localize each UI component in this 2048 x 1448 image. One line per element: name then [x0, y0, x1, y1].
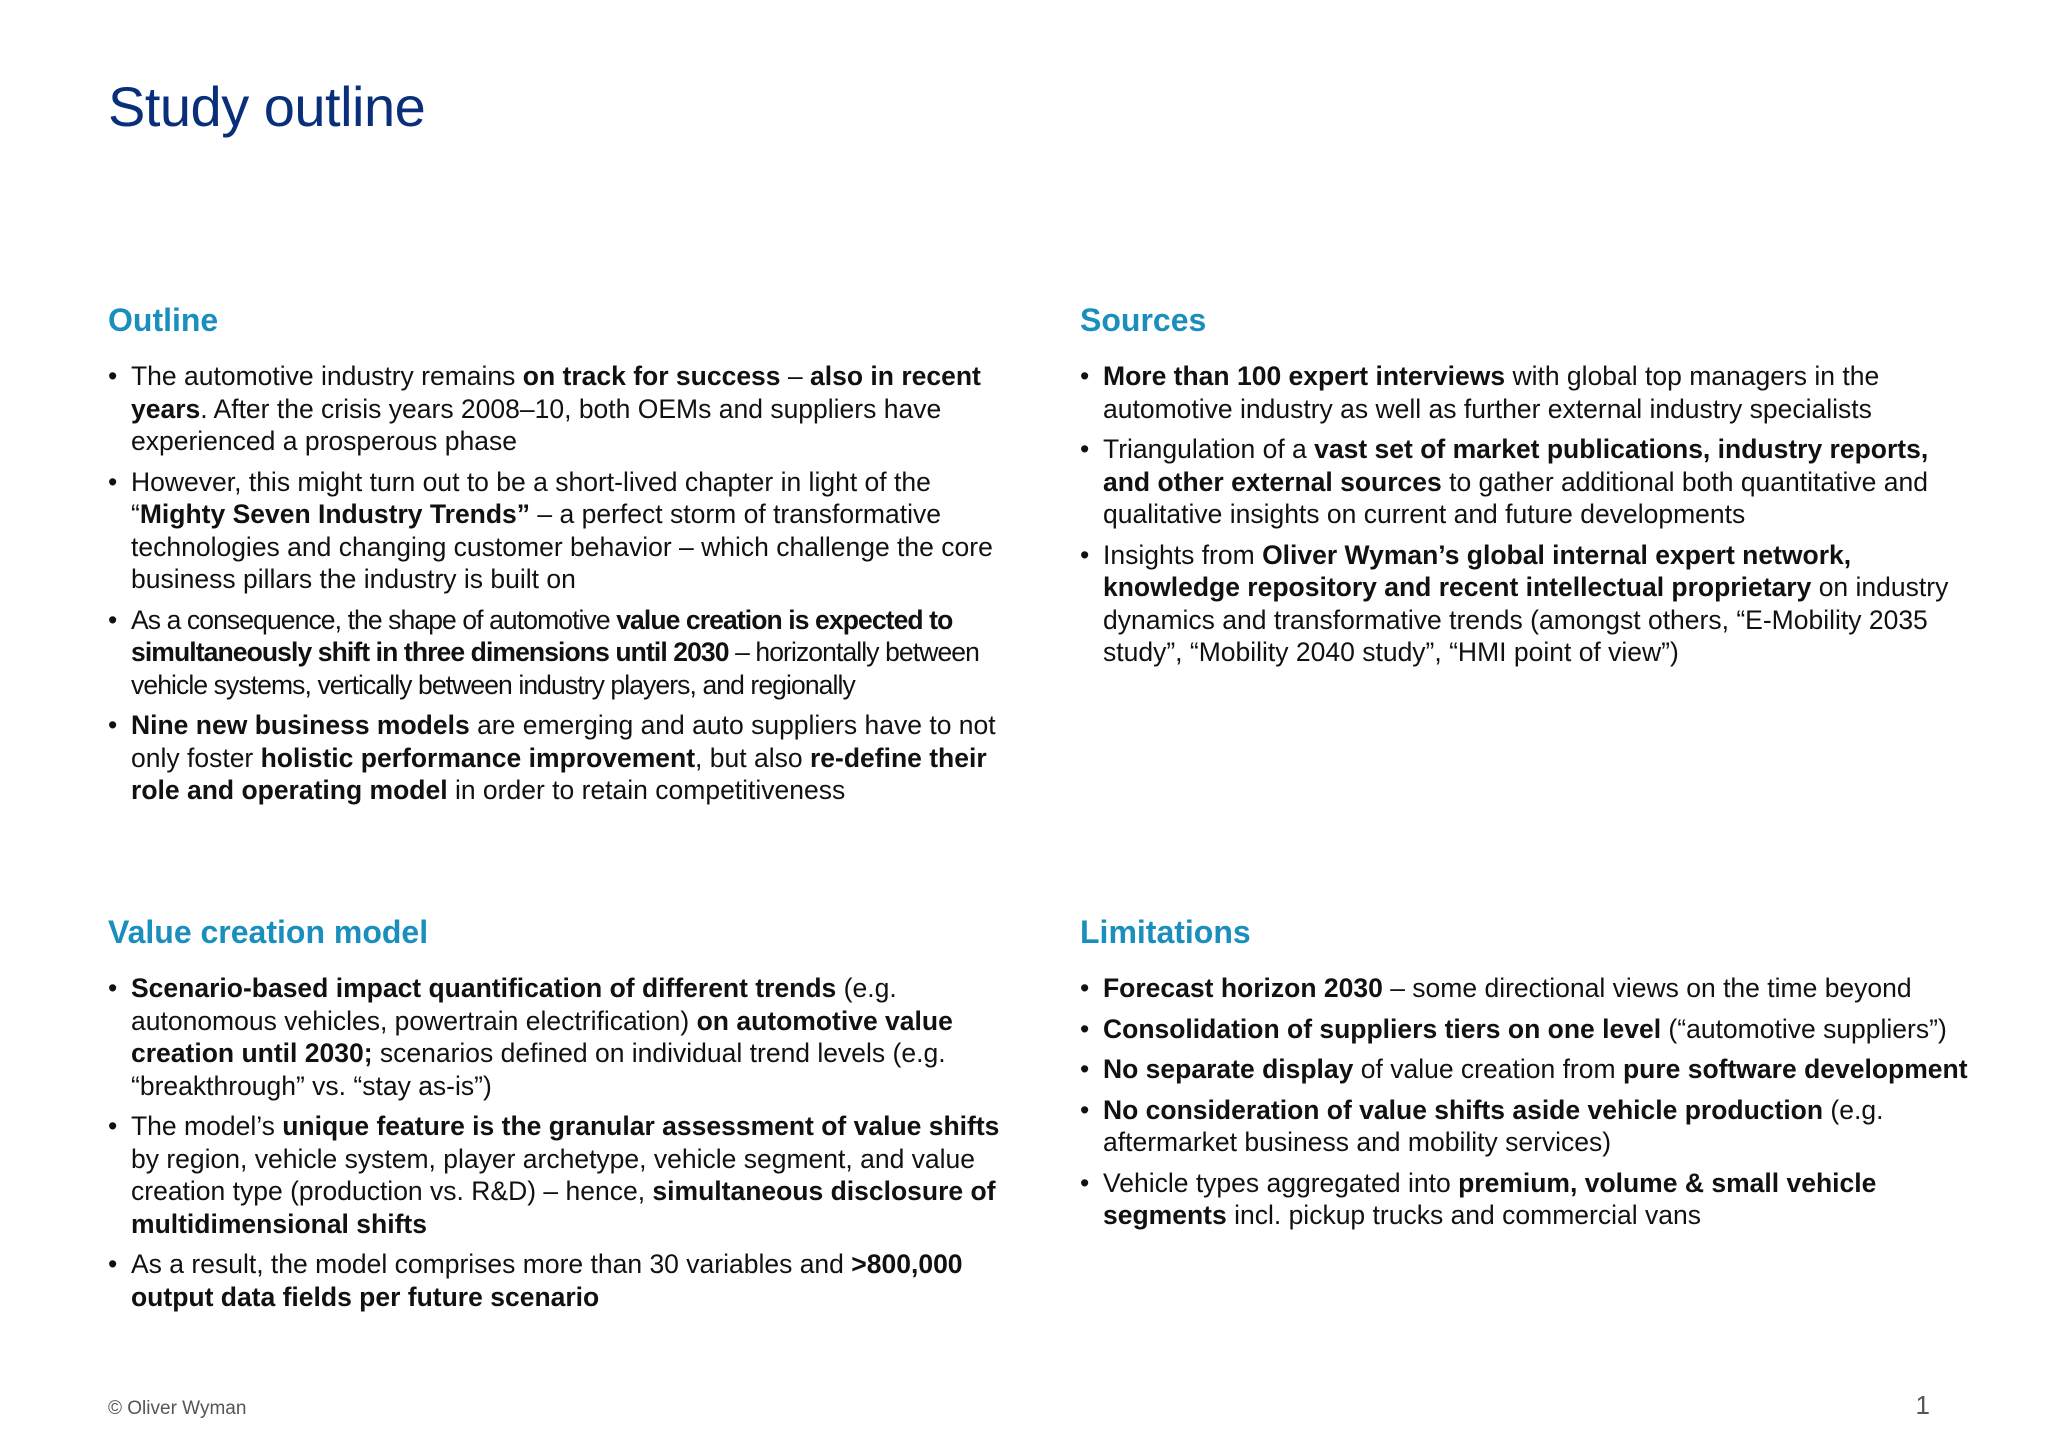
- bold-span: Consolidation of suppliers tiers on one level: [1103, 1013, 1662, 1044]
- page-number: 1: [1915, 1390, 1930, 1420]
- text-span: scenarios defined on individual trend levels (e.g. “breakthrough” vs. “stay as-is”): [131, 1038, 946, 1101]
- sources-section: [1080, 300, 1980, 677]
- outline-section: [108, 300, 1008, 815]
- text-span: – some directional views on the time beyond: [1382, 973, 1912, 1003]
- text-span: (e.g. autonomous vehicles, powertrain electrification): [131, 973, 897, 1036]
- list-item: [1080, 1094, 1980, 1159]
- text-span: in order to retain competitiveness: [447, 775, 846, 805]
- bold-span: also in recent years: [131, 361, 981, 424]
- list-item: [108, 360, 1008, 458]
- bold-span: >800,000 output data fields per future scenario: [131, 1249, 963, 1312]
- bold-span: simultaneous disclosure of multidimensional shifts: [131, 1176, 996, 1239]
- value-creation-section: [108, 912, 1008, 1321]
- bold-span: vast set of market publications, industry reports, and other external sources: [1103, 434, 1929, 497]
- text-span: – horizontally between vehicle systems, vertically between industry players, and regionally: [131, 637, 979, 700]
- bold-span: unique feature is the granular assessment of value shifts: [282, 1111, 1000, 1141]
- list-item: [108, 972, 1008, 1102]
- value-creation-list: [108, 972, 1008, 1313]
- list-item: [1080, 539, 1980, 669]
- bold-span: No separate display: [1103, 1054, 1354, 1084]
- text-span: The automotive industry remains: [131, 361, 523, 391]
- text-span: (e.g. aftermarket business and mobility services): [1103, 1094, 1884, 1157]
- list-item: [1080, 433, 1980, 531]
- list-item: [108, 604, 1008, 702]
- bold-span: Scenario-based impact quantification of different trends: [131, 973, 837, 1003]
- text-span: However, this might turn out to be a short-lived chapter in light of the “: [131, 466, 931, 529]
- text-span: by region, vehicle system, player archetype, vehicle segment, and value creation type (production vs. R&D) – hence,: [131, 1143, 976, 1206]
- limitations-list: [1080, 972, 1980, 1232]
- text-span: Triangulation of a: [1103, 434, 1315, 464]
- bold-span: Forecast horizon 2030: [1103, 973, 1383, 1003]
- list-item: [1080, 972, 1980, 1005]
- text-span: The model’s: [131, 1111, 283, 1141]
- text-span: Vehicle types aggregated into: [1103, 1167, 1459, 1198]
- text-span: incl. pickup trucks and commercial vans: [1226, 1200, 1701, 1230]
- text-span: As a consequence, the shape of automotive: [131, 604, 617, 635]
- text-span: –: [780, 361, 811, 391]
- text-span: – a perfect storm of transformative technologies and changing customer behavior – which challenge the core business pillars the industry is built on: [131, 499, 993, 594]
- bold-span: No consideration of value shifts aside vehicle production: [1103, 1094, 1824, 1125]
- copyright-footer: © Oliver Wyman: [108, 1398, 247, 1419]
- text-span: are emerging and auto suppliers have to not only foster: [131, 710, 996, 773]
- list-item: [108, 1110, 1008, 1240]
- sources-list: [1080, 360, 1980, 669]
- bold-span: premium, volume & small vehicle segments: [1103, 1167, 1877, 1230]
- text-span: (“automotive suppliers”): [1661, 1013, 1947, 1044]
- bold-span: on automotive value creation until 2030;: [131, 1005, 953, 1068]
- list-item: [108, 466, 1008, 596]
- bold-span: Mighty Seven Industry Trends”: [139, 499, 531, 529]
- bold-span: value creation is expected to simultaneously shift in three dimensions until 2030: [131, 604, 953, 667]
- list-item: [108, 709, 1008, 807]
- bold-span: Oliver Wyman’s global internal expert network, knowledge repository and recent intellectual proprietary: [1103, 539, 1852, 602]
- list-item: [1080, 1053, 1980, 1086]
- list-item: [1080, 1013, 1980, 1046]
- text-span: Insights from: [1103, 539, 1263, 570]
- bold-span: re-define their role and operating model: [131, 742, 987, 805]
- bold-span: holistic performance improvement: [260, 742, 696, 773]
- list-item: [1080, 1167, 1980, 1232]
- list-item: [1080, 360, 1980, 425]
- outline-list: [108, 360, 1008, 807]
- text-span: on industry dynamics and transformative trends (amongst others, “E-Mobility 2035 study”, “Mobility 2040 study”, “HMI point of view”): [1103, 572, 1949, 667]
- outline-heading: Outline: [108, 302, 219, 338]
- bold-span: pure software development: [1622, 1054, 1968, 1084]
- value-creation-heading: Value creation model: [108, 914, 429, 950]
- text-span: , but also: [695, 742, 810, 773]
- text-span: with global top managers in the automotive industry as well as further external industry specialists: [1103, 361, 1880, 424]
- bold-span: More than 100 expert interviews: [1103, 361, 1506, 391]
- text-span: of value creation from: [1353, 1054, 1623, 1084]
- list-item: [108, 1248, 1008, 1313]
- text-span: . After the crisis years 2008–10, both OEMs and suppliers have experienced a prosperous phase: [131, 393, 942, 456]
- limitations-section: [1080, 912, 1980, 1240]
- page-title: Study outline: [108, 75, 426, 138]
- limitations-heading: Limitations: [1080, 914, 1251, 950]
- text-span: As a result, the model comprises more than 30 variables and: [131, 1249, 852, 1279]
- bold-span: on track for success: [522, 361, 781, 391]
- bold-span: Nine new business models: [131, 710, 470, 740]
- text-span: to gather additional both quantitative and qualitative insights on current and future developments: [1103, 466, 1928, 529]
- sources-heading: Sources: [1080, 302, 1207, 338]
